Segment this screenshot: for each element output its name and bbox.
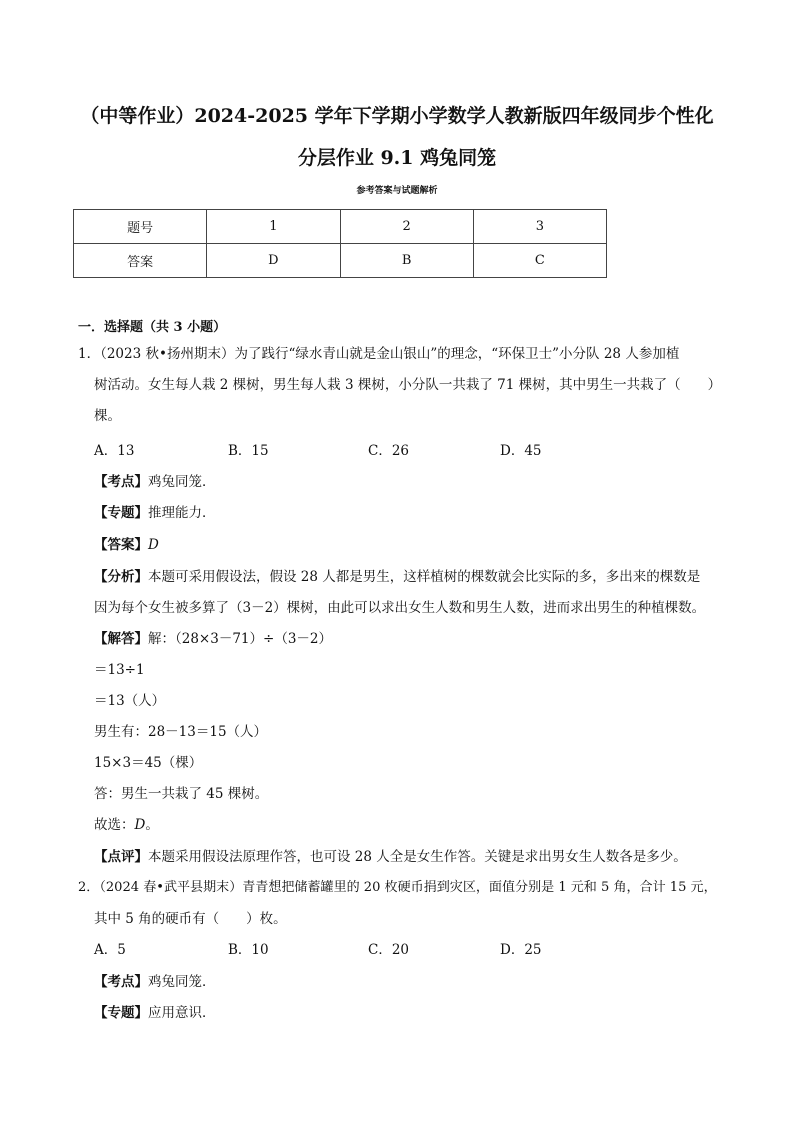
table-cell: D (207, 244, 340, 278)
kaodian-text: 鸡兔同笼． (148, 474, 216, 490)
table-cell: B (340, 244, 473, 278)
question2-option-b: B．10 (228, 942, 269, 958)
question1-stem-line3: 棵。 (94, 408, 121, 424)
document-title-line2: 分层作业 9.1 鸡兔同笼 (297, 147, 497, 169)
question1-kaodian (94, 472, 216, 492)
zhuanti-text: 应用意识． (148, 1005, 216, 1021)
question1-option-a: A．13 (94, 443, 135, 459)
question2-option-a: A．5 (94, 942, 126, 958)
table-cell-label: 题号 (74, 210, 207, 244)
document-subtitle: 参考答案与试题解析 (356, 186, 438, 196)
zhuanti-tag: 【专题】 (94, 1005, 148, 1021)
table-row (74, 210, 607, 244)
question2-stem-line1: 2．（2024 春•武平县期末）青青想把储蓄罐里的 20 枚硬币捐到灾区，面值分别是 1 元和 5 角，合计 15 元， (78, 880, 717, 895)
question1-jieda-line1 (94, 629, 332, 649)
question2-zhuanti (94, 1003, 216, 1023)
question1-answer (94, 535, 159, 555)
kaodian-tag: 【考点】 (94, 474, 148, 490)
kaodian-tag: 【考点】 (94, 974, 148, 990)
jieda-text: 解：（28×3－71）÷（3－2） (148, 631, 332, 647)
question1-stem-line2: 树活动。女生每人栽 2 棵树，男生每人栽 3 棵树，小分队一共栽了 71 棵树，其中男生一共栽了（ ） (94, 377, 722, 393)
jieda-choice-suffix: 。 (145, 817, 159, 833)
table-cell: 3 (473, 210, 606, 244)
dianping-text: 本题采用假设法原理作答，也可设 28 人全是女生作答。关键是求出男女生人数各是多少。 (148, 849, 687, 865)
fenxi-tag: 【分析】 (94, 569, 148, 585)
question1-jieda-line5: 15×3＝45（棵） (94, 755, 203, 771)
table-cell-label: 答案 (74, 244, 207, 278)
question1-option-b: B．15 (228, 443, 269, 459)
table-cell: 1 (207, 210, 340, 244)
question2-stem-line2: 其中 5 角的硬币有（ ）枚。 (94, 911, 287, 927)
table-cell: C (473, 244, 606, 278)
question1-dianping (94, 847, 687, 867)
answer-table (73, 209, 607, 278)
answer-tag: 【答案】 (94, 537, 148, 553)
question1-jieda-line2: ＝13÷1 (94, 662, 145, 678)
dianping-tag: 【点评】 (94, 849, 148, 865)
question2-kaodian (94, 972, 216, 992)
jieda-choice-prefix: 故选： (94, 817, 135, 833)
jieda-tag: 【解答】 (94, 631, 148, 647)
fenxi-text: 本题可采用假设法，假设 28 人都是男生，这样植树的棵数就会比实际的多，多出来的棵数是 (148, 569, 701, 585)
question1-jieda-line3: ＝13（人） (94, 693, 166, 709)
zhuanti-text: 推理能力． (148, 505, 216, 521)
question1-fenxi-line2: 因为每个女生被多算了（3－2）棵树，由此可以求出女生人数和男生人数，进而求出男生的种植棵数。 (94, 600, 706, 616)
question1-jieda-line4: 男生有：28－13＝15（人） (94, 724, 268, 740)
question1-option-c: C．26 (368, 443, 410, 459)
question1-zhuanti (94, 503, 216, 523)
table-cell: 2 (340, 210, 473, 244)
question2-option-d: D．25 (500, 942, 542, 958)
jieda-choice-answer: D (134, 817, 146, 833)
kaodian-text: 鸡兔同笼． (148, 974, 216, 990)
table-row (74, 244, 607, 278)
question1-option-d: D．45 (500, 443, 542, 459)
question2-option-c: C．20 (368, 942, 410, 958)
document-title-line1: （中等作业）2024-2025 学年下学期小学数学人教新版四年级同步个性化 (80, 105, 714, 127)
section-heading: 一．选择题（共 3 小题） (78, 320, 227, 335)
question1-stem-line1: 1．（2023 秋•扬州期末）为了践行“绿水青山就是金山银山”的理念，“环保卫士”小分队 28 人参加植 (78, 346, 680, 362)
question1-fenxi-line1 (94, 567, 700, 587)
answer-text: D (148, 537, 159, 553)
question1-jieda-line6: 答：男生一共栽了 45 棵树。 (94, 786, 269, 802)
zhuanti-tag: 【专题】 (94, 505, 148, 521)
question1-jieda-line7 (94, 815, 159, 835)
